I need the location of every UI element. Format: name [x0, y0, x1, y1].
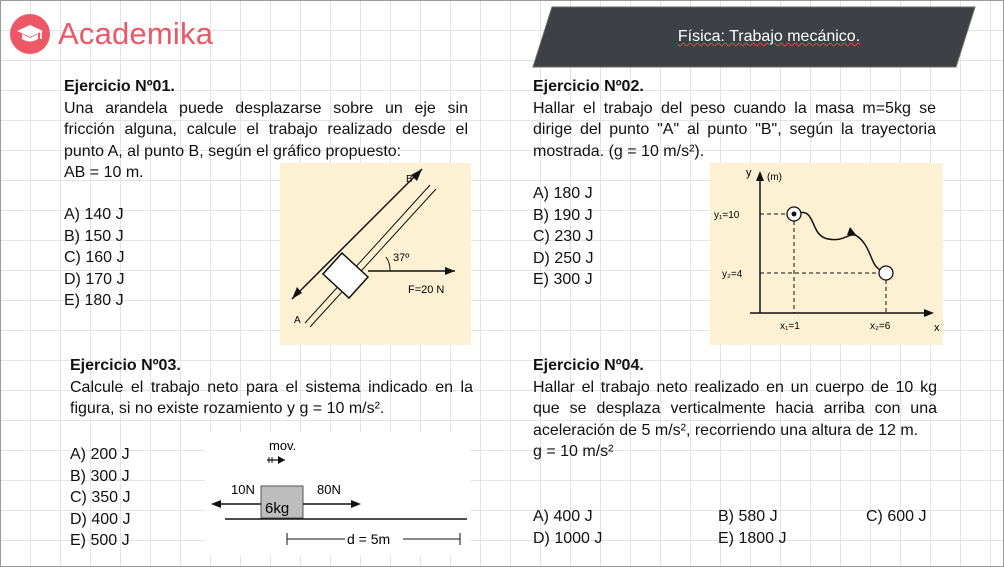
option[interactable]: D) 170 J	[64, 270, 125, 288]
distance-label: d = 5m	[347, 531, 391, 547]
exercise-4-title: Ejercicio Nº04.	[533, 357, 644, 374]
option[interactable]: B) 580 J	[718, 508, 778, 525]
exercise-2-figure	[710, 163, 943, 345]
y-unit-label: (m)	[767, 172, 782, 183]
exercise-3-text: Calcule el trabajo neto para el sistema indicado en la figura, si no existe rozamiento y g = 10 m/s².	[70, 378, 473, 417]
option[interactable]: C) 600 J	[866, 508, 927, 525]
option[interactable]: E) 500 J	[70, 532, 130, 549]
exercise-4-extra: g = 10 m/s²	[533, 443, 614, 460]
header-banner	[532, 6, 976, 68]
option[interactable]: D) 1000 J	[533, 530, 603, 547]
option[interactable]: B) 190 J	[533, 206, 593, 224]
x1-label: x₁=1	[780, 321, 800, 332]
option[interactable]: B) 150 J	[64, 227, 124, 245]
exercise-3-figure	[205, 432, 470, 556]
exercise-4-option-d[interactable]	[533, 528, 602, 550]
angle-label: 37º	[393, 252, 410, 264]
force-left-label: 10N	[231, 482, 255, 497]
option[interactable]: A) 200 J	[70, 446, 130, 463]
label-b: B	[406, 174, 413, 185]
option[interactable]: B) 300 J	[70, 467, 130, 485]
exercise-1-extra: AB = 10 m.	[64, 164, 144, 181]
exercise-4-option-e[interactable]	[718, 528, 786, 550]
exercise-2	[533, 76, 936, 162]
x2-label: x₂=6	[870, 321, 891, 332]
y-axis-label: y	[746, 167, 752, 179]
exercise-4	[533, 355, 937, 463]
option[interactable]: E) 300 J	[533, 271, 593, 288]
exercise-1-options	[64, 204, 124, 312]
exercise-2-title: Ejercicio Nº02.	[533, 78, 644, 95]
page-title: Física: Trabajo mecánico.	[677, 28, 861, 45]
x-axis-label: x	[934, 322, 940, 334]
exercise-1-title: Ejercicio Nº01.	[64, 78, 175, 95]
option[interactable]: E) 1800 J	[718, 530, 787, 547]
option[interactable]: D) 400 J	[70, 510, 131, 528]
exercise-4-option-a[interactable]	[533, 506, 593, 528]
option[interactable]: D) 250 J	[533, 249, 594, 267]
option[interactable]: A) 180 J	[533, 185, 593, 202]
y2-label: y₂=4	[722, 269, 743, 280]
exercise-3-options	[70, 444, 130, 552]
exercise-2-options	[533, 183, 593, 291]
force-right-label: 80N	[317, 482, 341, 497]
force-label: F=20 N	[408, 284, 445, 296]
option[interactable]: C) 160 J	[64, 249, 125, 266]
y1-label: y₁=10	[714, 210, 740, 221]
option[interactable]: A) 400 J	[533, 508, 593, 525]
option[interactable]: E) 180 J	[64, 292, 124, 309]
exercise-4-option-c[interactable]	[866, 506, 926, 528]
motion-label: mov.	[269, 438, 297, 453]
label-a: A	[294, 315, 301, 326]
exercise-3	[70, 355, 473, 420]
graduation-cap-icon	[10, 14, 50, 54]
option[interactable]: A) 140 J	[64, 206, 124, 223]
brand-name: Academika	[58, 16, 214, 51]
option[interactable]: C) 230 J	[533, 228, 594, 245]
exercise-4-option-b[interactable]	[718, 506, 778, 528]
mass-label: 6kg	[265, 500, 290, 517]
exercise-4-text: Hallar el trabajo neto realizado en un cuerpo de 10 kg que se desplaza verticalmente hacia arriba con una aceleración de 5 m/s², recorriendo una altura de 12 m.	[533, 378, 937, 439]
exercise-2-text: Hallar el trabajo del peso cuando la masa m=5kg se dirige del punto "A" al punto "B", según la trayectoria mostrada. (g = 10 m/s²).	[533, 99, 936, 160]
exercise-1-text: Una arandela puede desplazarse sobre un eje sin fricción alguna, calcule el trabajo realizado desde el punto A, al punto B, según el gráfico propuesto:	[64, 99, 468, 160]
exercise-3-title: Ejercicio Nº03.	[70, 357, 181, 374]
option[interactable]: C) 350 J	[70, 489, 131, 506]
exercise-1-figure	[280, 163, 471, 345]
brand-logo	[10, 14, 213, 54]
